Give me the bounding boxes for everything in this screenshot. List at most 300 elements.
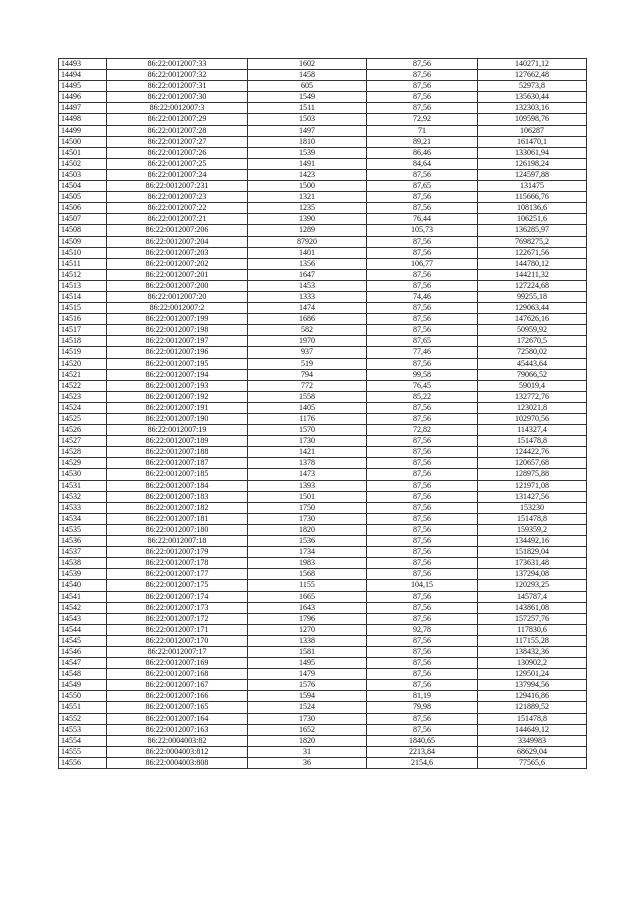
cadastral-number-cell: 86:22:0012007:185 [107,469,248,480]
area-cell: 1750 [248,502,367,513]
cadastral-value-cell: 129063,44 [478,303,587,314]
row-number-cell: 14554 [59,735,107,746]
table-row [59,214,587,225]
specific-value-cell: 87,56 [367,81,478,92]
cadastral-value-cell: 115666,76 [478,192,587,203]
specific-value-cell: 87,56 [367,724,478,735]
area-cell: 1378 [248,458,367,469]
cadastral-value-cell: 120293,25 [478,580,587,591]
area-cell: 1647 [248,269,367,280]
table-row [59,59,587,70]
row-number-cell: 14546 [59,646,107,657]
area-cell: 1423 [248,169,367,180]
specific-value-cell: 87,56 [367,303,478,314]
row-number-cell: 14534 [59,513,107,524]
specific-value-cell: 87,56 [367,414,478,425]
cadastral-number-cell: 86:22:0012007:200 [107,280,248,291]
specific-value-cell: 87,56 [367,325,478,336]
row-number-cell: 14499 [59,125,107,136]
table-row [59,658,587,669]
area-cell: 1155 [248,580,367,591]
specific-value-cell: 74,46 [367,291,478,302]
cadastral-number-cell: 86:22:0012007:173 [107,602,248,613]
table-row [59,513,587,524]
cadastral-number-cell: 86:22:0012007:2 [107,303,248,314]
table-row [59,447,587,458]
row-number-cell: 14523 [59,391,107,402]
area-cell: 1730 [248,513,367,524]
table-row [59,258,587,269]
cadastral-value-cell: 129416,86 [478,691,587,702]
cadastral-number-cell: 86:22:0012007:182 [107,502,248,513]
area-cell: 87920 [248,236,367,247]
cadastral-number-cell: 86:22:0012007:20 [107,291,248,302]
specific-value-cell: 85,22 [367,391,478,402]
specific-value-cell: 87,56 [367,280,478,291]
row-number-cell: 14536 [59,536,107,547]
cadastral-value-cell: 135630,44 [478,92,587,103]
row-number-cell: 14504 [59,181,107,192]
specific-value-cell: 87,56 [367,314,478,325]
specific-value-cell: 87,56 [367,591,478,602]
cadastral-value-cell: 151829,04 [478,547,587,558]
cadastral-number-cell: 86:22:0012007:33 [107,59,248,70]
cadastral-number-cell: 86:22:0012007:165 [107,702,248,713]
table-row [59,81,587,92]
cadastral-number-cell: 86:22:0012007:198 [107,325,248,336]
table-row [59,624,587,635]
table-row [59,402,587,413]
table-row [59,380,587,391]
specific-value-cell: 87,56 [367,169,478,180]
specific-value-cell: 87,56 [367,547,478,558]
cadastral-number-cell: 86:22:0012007:190 [107,414,248,425]
cadastral-value-cell: 79066,52 [478,369,587,380]
table-row [59,247,587,258]
cadastral-number-cell: 86:22:0004003:82 [107,735,248,746]
cadastral-number-cell: 86:22:0004003:808 [107,757,248,768]
cadastral-value-cell: 173631,48 [478,558,587,569]
table-row [59,236,587,247]
row-number-cell: 14521 [59,369,107,380]
cadastral-number-cell: 86:22:0012007:24 [107,169,248,180]
cadastral-number-cell: 86:22:0012007:170 [107,635,248,646]
row-number-cell: 14500 [59,136,107,147]
table-body [59,59,587,769]
cadastral-number-cell: 86:22:0012007:172 [107,613,248,624]
table-row [59,225,587,236]
area-cell: 1558 [248,391,367,402]
table-row [59,713,587,724]
specific-value-cell: 86,46 [367,147,478,158]
specific-value-cell: 87,56 [367,602,478,613]
table-row [59,425,587,436]
cadastral-value-cell: 109598,76 [478,114,587,125]
specific-value-cell: 87,56 [367,669,478,680]
area-cell: 1970 [248,336,367,347]
area-cell: 1491 [248,158,367,169]
row-number-cell: 14533 [59,502,107,513]
row-number-cell: 14528 [59,447,107,458]
specific-value-cell: 87,56 [367,646,478,657]
cadastral-value-cell: 172670,5 [478,336,587,347]
cadastral-number-cell: 86:22:0012007:28 [107,125,248,136]
specific-value-cell: 99,58 [367,369,478,380]
cadastral-value-cell: 121889,52 [478,702,587,713]
cadastral-number-cell: 86:22:0012007:26 [107,147,248,158]
row-number-cell: 14550 [59,691,107,702]
cadastral-value-cell: 138432,36 [478,646,587,657]
cadastral-number-cell: 86:22:0012007:175 [107,580,248,591]
cadastral-number-cell: 86:22:0012007:184 [107,480,248,491]
cadastral-value-cell: 151478,8 [478,513,587,524]
specific-value-cell: 76,44 [367,214,478,225]
area-cell: 1570 [248,425,367,436]
cadastral-number-cell: 86:22:0004003:812 [107,746,248,757]
specific-value-cell: 87,56 [367,247,478,258]
document-page [58,58,586,769]
cadastral-number-cell: 86:22:0012007:169 [107,658,248,669]
cadastral-number-cell: 86:22:0012007:18 [107,536,248,547]
cadastral-value-cell: 126198,24 [478,158,587,169]
specific-value-cell: 92,78 [367,624,478,635]
area-cell: 1479 [248,669,367,680]
cadastral-number-cell: 86:22:0012007:177 [107,569,248,580]
cadastral-value-cell: 7698275,2 [478,236,587,247]
area-cell: 1820 [248,524,367,535]
area-cell: 1405 [248,402,367,413]
cadastral-value-cell: 68629,04 [478,746,587,757]
row-number-cell: 14496 [59,92,107,103]
table-row [59,347,587,358]
table-row [59,635,587,646]
table-row [59,602,587,613]
table-row [59,169,587,180]
table-row [59,691,587,702]
cadastral-number-cell: 86:22:0012007:231 [107,181,248,192]
table-row [59,136,587,147]
specific-value-cell: 87,56 [367,658,478,669]
table-row [59,291,587,302]
cadastral-number-cell: 86:22:0012007:164 [107,713,248,724]
cadastral-value-cell: 72580,02 [478,347,587,358]
row-number-cell: 14552 [59,713,107,724]
cadastral-number-cell: 86:22:0012007:204 [107,236,248,247]
specific-value-cell: 87,56 [367,192,478,203]
cadastral-number-cell: 86:22:0012007:199 [107,314,248,325]
area-cell: 1390 [248,214,367,225]
cadastral-number-cell: 86:22:0012007:203 [107,247,248,258]
cadastral-number-cell: 86:22:0012007:30 [107,92,248,103]
specific-value-cell: 87,56 [367,203,478,214]
area-cell: 1500 [248,181,367,192]
table-row [59,280,587,291]
row-number-cell: 14516 [59,314,107,325]
area-cell: 1270 [248,624,367,635]
row-number-cell: 14508 [59,225,107,236]
row-number-cell: 14526 [59,425,107,436]
specific-value-cell: 87,56 [367,269,478,280]
cadastral-number-cell: 86:22:0012007:25 [107,158,248,169]
area-cell: 1511 [248,103,367,114]
cadastral-number-cell: 86:22:0012007:191 [107,402,248,413]
table-row [59,524,587,535]
specific-value-cell: 87,56 [367,524,478,535]
cadastral-number-cell: 86:22:0012007:23 [107,192,248,203]
table-row [59,103,587,114]
area-cell: 1458 [248,70,367,81]
cadastral-number-cell: 86:22:0012007:17 [107,646,248,657]
cadastral-value-cell: 137294,08 [478,569,587,580]
cadastral-number-cell: 86:22:0012007:188 [107,447,248,458]
table-row [59,735,587,746]
cadastral-number-cell: 86:22:0012007:179 [107,547,248,558]
row-number-cell: 14538 [59,558,107,569]
row-number-cell: 14494 [59,70,107,81]
cadastral-value-cell: 121971,08 [478,480,587,491]
cadastral-value-cell: 117830,6 [478,624,587,635]
specific-value-cell: 87,56 [367,680,478,691]
row-number-cell: 14530 [59,469,107,480]
specific-value-cell: 1840,65 [367,735,478,746]
cadastral-value-cell: 137994,56 [478,680,587,691]
cadastral-value-cell: 159359,2 [478,524,587,535]
specific-value-cell: 71 [367,125,478,136]
cadastral-number-cell: 86:22:0012007:32 [107,70,248,81]
table-row [59,92,587,103]
cadastral-number-cell: 86:22:0012007:195 [107,358,248,369]
area-cell: 1321 [248,192,367,203]
cadastral-value-cell: 132772,76 [478,391,587,402]
row-number-cell: 14537 [59,547,107,558]
table-row [59,669,587,680]
cadastral-value-cell: 124597,88 [478,169,587,180]
area-cell: 794 [248,369,367,380]
table-row [59,391,587,402]
table-row [59,558,587,569]
specific-value-cell: 87,56 [367,469,478,480]
cadastral-value-cell: 153230 [478,502,587,513]
table-row [59,369,587,380]
table-row [59,125,587,136]
row-number-cell: 14503 [59,169,107,180]
cadastral-number-cell: 86:22:0012007:196 [107,347,248,358]
cadastral-value-cell: 77565,6 [478,757,587,768]
area-cell: 1524 [248,702,367,713]
row-number-cell: 14556 [59,757,107,768]
row-number-cell: 14518 [59,336,107,347]
area-cell: 1581 [248,646,367,657]
specific-value-cell: 87,56 [367,92,478,103]
table-row [59,547,587,558]
area-cell: 1421 [248,447,367,458]
specific-value-cell: 87,56 [367,713,478,724]
row-number-cell: 14543 [59,613,107,624]
cadastral-value-cell: 157257,76 [478,613,587,624]
area-cell: 605 [248,81,367,92]
row-number-cell: 14501 [59,147,107,158]
area-cell: 1289 [248,225,367,236]
row-number-cell: 14515 [59,303,107,314]
cadastral-value-cell: 3349983 [478,735,587,746]
area-cell: 1393 [248,480,367,491]
cadastral-value-cell: 120657,68 [478,458,587,469]
area-cell: 1652 [248,724,367,735]
row-number-cell: 14535 [59,524,107,535]
row-number-cell: 14509 [59,236,107,247]
specific-value-cell: 89,21 [367,136,478,147]
table-row [59,436,587,447]
table-row [59,580,587,591]
cadastral-value-cell: 124422,76 [478,447,587,458]
specific-value-cell: 87,56 [367,70,478,81]
specific-value-cell: 87,65 [367,181,478,192]
row-number-cell: 14519 [59,347,107,358]
cadastral-number-cell: 86:22:0012007:202 [107,258,248,269]
cadastral-number-cell: 86:22:0012007:180 [107,524,248,535]
specific-value-cell: 105,73 [367,225,478,236]
cadastral-number-cell: 86:22:0012007:22 [107,203,248,214]
table-row [59,757,587,768]
area-cell: 1473 [248,469,367,480]
row-number-cell: 14547 [59,658,107,669]
cadastral-number-cell: 86:22:0012007:206 [107,225,248,236]
specific-value-cell: 2154,6 [367,757,478,768]
table-row [59,181,587,192]
specific-value-cell: 87,56 [367,458,478,469]
cadastral-value-cell: 50959,92 [478,325,587,336]
cadastral-number-cell: 86:22:0012007:183 [107,491,248,502]
area-cell: 1734 [248,547,367,558]
cadastral-number-cell: 86:22:0012007:29 [107,114,248,125]
specific-value-cell: 79,98 [367,702,478,713]
row-number-cell: 14531 [59,480,107,491]
row-number-cell: 14510 [59,247,107,258]
specific-value-cell: 87,65 [367,336,478,347]
area-cell: 1576 [248,680,367,691]
cadastral-value-cell: 136285,97 [478,225,587,236]
row-number-cell: 14525 [59,414,107,425]
area-cell: 1568 [248,569,367,580]
area-cell: 1539 [248,147,367,158]
area-cell: 1730 [248,436,367,447]
specific-value-cell: 87,56 [367,480,478,491]
row-number-cell: 14539 [59,569,107,580]
cadastral-value-cell: 99255,18 [478,291,587,302]
cadastral-value-cell: 161470,1 [478,136,587,147]
specific-value-cell: 77,46 [367,347,478,358]
specific-value-cell: 72,92 [367,114,478,125]
cadastral-number-cell: 86:22:0012007:193 [107,380,248,391]
row-number-cell: 14540 [59,580,107,591]
specific-value-cell: 87,56 [367,358,478,369]
specific-value-cell: 87,56 [367,103,478,114]
area-cell: 1536 [248,536,367,547]
specific-value-cell: 104,15 [367,580,478,591]
area-cell: 1235 [248,203,367,214]
row-number-cell: 14493 [59,59,107,70]
specific-value-cell: 87,56 [367,536,478,547]
specific-value-cell: 87,56 [367,558,478,569]
row-number-cell: 14549 [59,680,107,691]
table-row [59,536,587,547]
area-cell: 1665 [248,591,367,602]
row-number-cell: 14505 [59,192,107,203]
row-number-cell: 14527 [59,436,107,447]
row-number-cell: 14511 [59,258,107,269]
table-row [59,325,587,336]
row-number-cell: 14512 [59,269,107,280]
table-row [59,724,587,735]
cadastral-number-cell: 86:22:0012007:174 [107,591,248,602]
cadastral-value-cell: 144211,32 [478,269,587,280]
cadastral-value-cell: 122671,56 [478,247,587,258]
specific-value-cell: 76,45 [367,380,478,391]
cadastral-number-cell: 86:22:0012007:171 [107,624,248,635]
area-cell: 1495 [248,658,367,669]
row-number-cell: 14551 [59,702,107,713]
cadastral-number-cell: 86:22:0012007:181 [107,513,248,524]
cadastral-number-cell: 86:22:0012007:192 [107,391,248,402]
row-number-cell: 14555 [59,746,107,757]
table-row [59,414,587,425]
specific-value-cell: 87,56 [367,569,478,580]
table-row [59,70,587,81]
table-row [59,591,587,602]
specific-value-cell: 87,56 [367,491,478,502]
area-cell: 1176 [248,414,367,425]
table-row [59,458,587,469]
table-row [59,480,587,491]
row-number-cell: 14498 [59,114,107,125]
area-cell: 1503 [248,114,367,125]
table-row [59,269,587,280]
specific-value-cell: 87,56 [367,402,478,413]
table-row [59,303,587,314]
cadastral-value-cell: 129501,24 [478,669,587,680]
table-row [59,746,587,757]
row-number-cell: 14542 [59,602,107,613]
area-cell: 1338 [248,635,367,646]
area-cell: 1401 [248,247,367,258]
area-cell: 1501 [248,491,367,502]
table-row [59,114,587,125]
row-number-cell: 14522 [59,380,107,391]
row-number-cell: 14532 [59,491,107,502]
row-number-cell: 14524 [59,402,107,413]
cadastral-value-cell: 130902,2 [478,658,587,669]
cadastral-value-cell: 143861,08 [478,602,587,613]
cadastral-value-cell: 128975,88 [478,469,587,480]
row-number-cell: 14514 [59,291,107,302]
row-number-cell: 14545 [59,635,107,646]
cadastral-value-cell: 59019,4 [478,380,587,391]
specific-value-cell: 72,82 [367,425,478,436]
row-number-cell: 14548 [59,669,107,680]
specific-value-cell: 2213,84 [367,746,478,757]
row-number-cell: 14529 [59,458,107,469]
table-row [59,314,587,325]
cadastral-number-cell: 86:22:0012007:201 [107,269,248,280]
table-row [59,192,587,203]
area-cell: 1602 [248,59,367,70]
specific-value-cell: 81,19 [367,691,478,702]
table-row [59,613,587,624]
cadastral-value-cell: 147626,16 [478,314,587,325]
row-number-cell: 14513 [59,280,107,291]
area-cell: 1356 [248,258,367,269]
table-row [59,336,587,347]
